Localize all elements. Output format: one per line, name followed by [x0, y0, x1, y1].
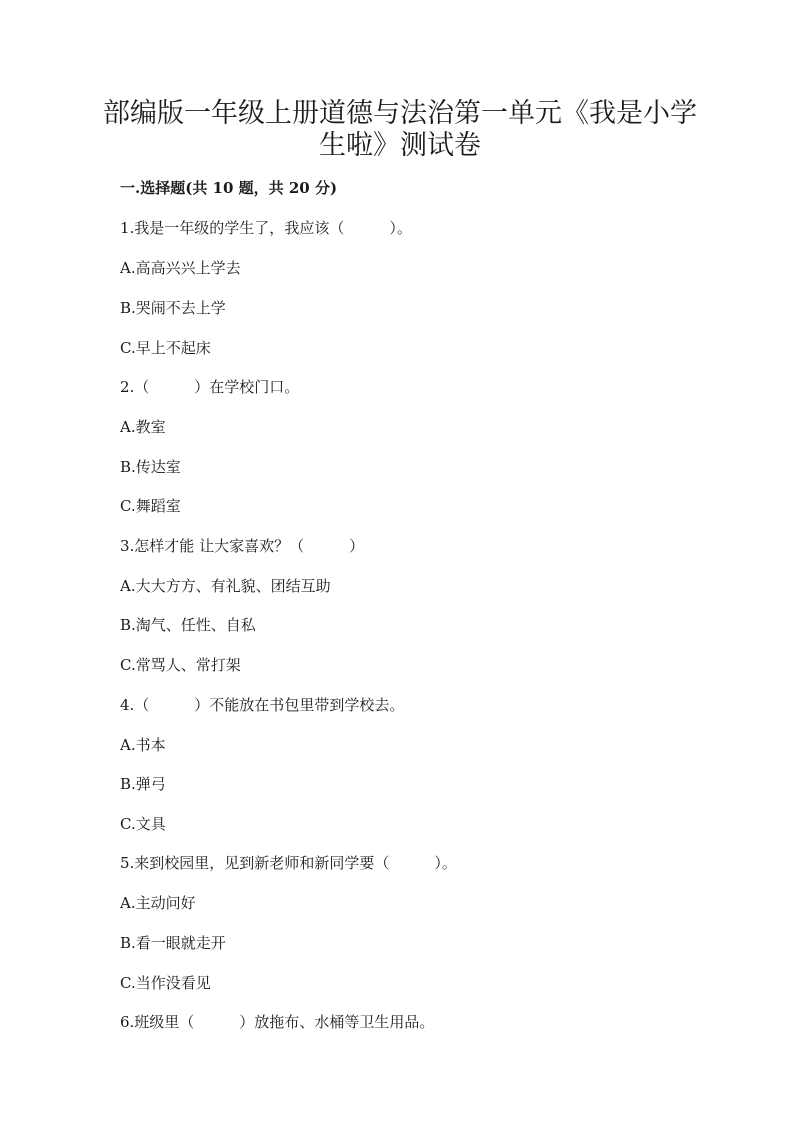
- question-5-stem: 5.来到校园里，见到新老师和新同学要（ ）。: [120, 854, 457, 872]
- question-1-stem: 1.我是一年级的学生了，我应该（ ）。: [120, 219, 412, 237]
- question-4-stem: 4.（ ）不能放在书包里带到学校去。: [120, 696, 405, 714]
- question-3-option-c: C.常骂人、常打架: [120, 656, 241, 674]
- question-4-option-b: B.弹弓: [120, 775, 166, 793]
- question-3-stem: 3.怎样才能 让大家喜欢？（ ）: [120, 537, 365, 555]
- page-title-line2: 生啦》测试卷: [319, 130, 481, 161]
- question-2-stem: 2.（ ）在学校门口。: [120, 378, 300, 396]
- page-title-line1: 部编版一年级上册道德与法治第一单元《我是小学: [103, 98, 697, 129]
- question-5-option-a: A.主动问好: [120, 894, 196, 912]
- question-2-option-c: C.舞蹈室: [120, 497, 181, 515]
- question-3-option-a: A.大大方方、有礼貌、团结互助: [120, 577, 331, 595]
- question-2-option-a: A.教室: [120, 418, 166, 436]
- question-1-option-b: B.哭闹不去上学: [120, 299, 226, 317]
- question-2-option-b: B.传达室: [120, 458, 181, 476]
- section-heading: 一.选择题(共 10 题，共 20 分): [120, 179, 338, 197]
- question-1-option-c: C.早上不起床: [120, 339, 211, 357]
- question-3-option-b: B.淘气、任性、自私: [120, 616, 256, 634]
- question-6-stem: 6.班级里（ ）放拖布、水桶等卫生用品。: [120, 1013, 435, 1031]
- question-1-option-a: A.高高兴兴上学去: [120, 259, 241, 277]
- question-5-option-c: C.当作没看见: [120, 974, 211, 992]
- question-4-option-c: C.文具: [120, 815, 166, 833]
- question-5-option-b: B.看一眼就走开: [120, 934, 226, 952]
- question-4-option-a: A.书本: [120, 736, 166, 754]
